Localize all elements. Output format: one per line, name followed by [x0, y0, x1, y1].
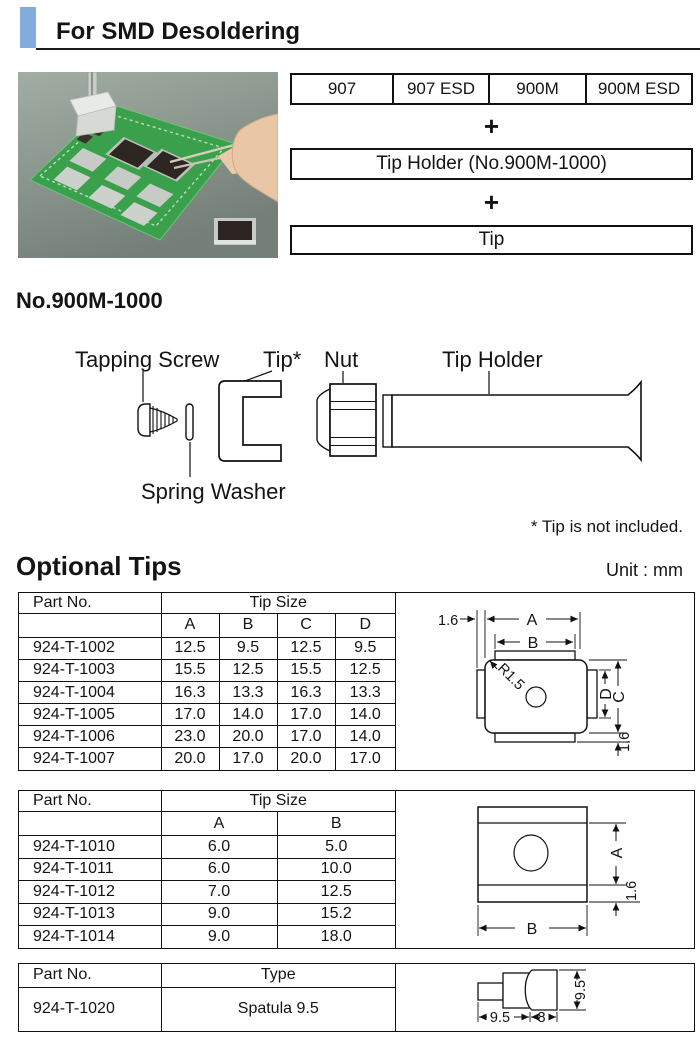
size-d: 14.0 — [335, 726, 395, 748]
table-row — [19, 881, 395, 903]
size-a: 20.0 — [161, 748, 219, 770]
size-b: 9.5 — [219, 637, 277, 659]
tip-table-3 — [19, 964, 396, 1031]
part-no: 924-T-1020 — [19, 987, 161, 1031]
empty-cell — [19, 613, 161, 637]
size-c: 17.0 — [277, 704, 335, 726]
size-b: 5.0 — [277, 836, 395, 858]
col-part-no: Part No. — [19, 593, 161, 613]
dim-16-top-label: 1.6 — [438, 613, 459, 629]
tip-type: Spatula 9.5 — [161, 987, 395, 1031]
size-d: 9.5 — [335, 637, 395, 659]
part-no: 924-T-1002 — [19, 637, 161, 659]
part-no: 924-T-1012 — [19, 881, 161, 903]
col-part-no: Part No. — [19, 791, 161, 811]
plus-sign: + — [483, 187, 500, 217]
tip-holder-drawing — [383, 382, 641, 460]
model-900m: 900M — [488, 75, 585, 103]
size-d: 14.0 — [335, 704, 395, 726]
accent-bar — [20, 7, 36, 48]
size-c: 17.0 — [277, 726, 335, 748]
size-b: 13.3 — [219, 681, 277, 703]
dim-c-label: C — [611, 691, 628, 703]
dim-16-bottom-label: 1.6 — [617, 731, 633, 752]
holder-parts-diagram — [0, 340, 700, 512]
holder-heading: No.900M-1000 — [16, 288, 163, 313]
size-b: 18.0 — [277, 926, 395, 948]
size-b: 14.0 — [219, 704, 277, 726]
table-row — [19, 987, 395, 1031]
part-no: 924-T-1014 — [19, 926, 161, 948]
size-a: 23.0 — [161, 726, 219, 748]
size-a: 15.5 — [161, 659, 219, 681]
size-b: 10.0 — [277, 858, 395, 880]
page-title: For SMD Desoldering — [56, 18, 301, 45]
size-c: 12.5 — [277, 637, 335, 659]
dim-b-label: B — [527, 635, 539, 652]
dim-8-label: 8 — [537, 1010, 546, 1026]
size-a: 6.0 — [161, 836, 277, 858]
tapping-screw-drawing — [138, 404, 177, 436]
radius-label: R1.5 — [494, 660, 528, 694]
dim-95-h-label: 9.5 — [489, 1010, 511, 1026]
size-a: 7.0 — [161, 881, 277, 903]
part-no: 924-T-1005 — [19, 704, 161, 726]
table-row — [19, 659, 395, 681]
size-d: 12.5 — [335, 659, 395, 681]
size-d: 13.3 — [335, 681, 395, 703]
dim-16-label: 1.6 — [624, 880, 640, 901]
model-900m-esd: 900M ESD — [585, 75, 691, 103]
col-d: D — [335, 613, 395, 637]
col-part-no: Part No. — [19, 964, 161, 987]
size-c: 20.0 — [277, 748, 335, 770]
tip-table-1-block — [18, 592, 695, 771]
unit-label: Unit : mm — [605, 560, 683, 580]
size-c: 16.3 — [277, 681, 335, 703]
tip-box: Tip — [290, 225, 693, 255]
size-a: 16.3 — [161, 681, 219, 703]
col-tip-size: Tip Size — [161, 593, 395, 613]
dim-95-v-label: 9.5 — [573, 979, 589, 1001]
tip-not-included-note: * Tip is not included. — [530, 517, 683, 536]
table-row — [19, 748, 395, 770]
tip-diagram-3 — [396, 964, 694, 1031]
size-b: 12.5 — [219, 659, 277, 681]
col-b: B — [219, 613, 277, 637]
table-row — [19, 726, 395, 748]
product-photo — [18, 72, 278, 258]
size-a: 6.0 — [161, 858, 277, 880]
part-no: 924-T-1007 — [19, 748, 161, 770]
model-907: 907 — [327, 79, 357, 98]
nut-drawing — [317, 384, 376, 456]
col-type: Type — [161, 964, 395, 987]
dim-d-label: D — [598, 688, 615, 700]
size-a: 12.5 — [161, 637, 219, 659]
title-rule — [36, 48, 700, 50]
part-no: 924-T-1004 — [19, 681, 161, 703]
tip-holder-box: Tip Holder (No.900M-1000) — [290, 148, 693, 180]
part-no: 924-T-1006 — [19, 726, 161, 748]
tip-table-2-block — [18, 790, 695, 949]
table-row — [19, 704, 395, 726]
tip-diagram-1 — [396, 593, 694, 770]
size-a: 9.0 — [161, 926, 277, 948]
col-c: C — [277, 613, 335, 637]
product-photo-illustration — [18, 72, 278, 258]
empty-cell — [19, 811, 161, 835]
table-row — [19, 926, 395, 948]
tapping-screw-label: Tapping Screw — [75, 347, 220, 372]
dim-a-label: A — [609, 847, 626, 859]
col-tip-size: Tip Size — [161, 791, 395, 811]
tip-table-2 — [19, 791, 396, 948]
tip-front-view-drawing — [478, 807, 587, 902]
size-b: 12.5 — [277, 881, 395, 903]
tip-table-3-block — [18, 963, 695, 1032]
model-907-esd: 907 ESD — [392, 75, 488, 103]
dim-b-label: B — [526, 921, 538, 938]
tip-table-1 — [19, 593, 396, 770]
tip-label: Tip* — [263, 347, 302, 372]
size-d: 17.0 — [335, 748, 395, 770]
table-row — [19, 903, 395, 925]
tip-top-view-drawing — [477, 651, 597, 742]
col-a: A — [161, 613, 219, 637]
spring-washer-label: Spring Washer — [141, 479, 286, 504]
dim-a-label: A — [526, 612, 538, 629]
spring-washer-drawing — [186, 404, 193, 440]
size-b: 17.0 — [219, 748, 277, 770]
combination-chart — [290, 73, 693, 257]
table-row — [19, 681, 395, 703]
tip-holder-label: Tip Holder — [442, 347, 543, 372]
nut-label: Nut — [324, 347, 359, 372]
size-c: 15.5 — [277, 659, 335, 681]
part-no: 924-T-1010 — [19, 836, 161, 858]
model-row — [290, 73, 693, 105]
size-a: 17.0 — [161, 704, 219, 726]
size-b: 20.0 — [219, 726, 277, 748]
tip-diagram-2-cell — [396, 791, 694, 948]
size-b: 15.2 — [277, 903, 395, 925]
tip-diagram-2 — [396, 791, 694, 948]
optional-tips-heading: Optional Tips — [16, 551, 182, 581]
part-no: 924-T-1003 — [19, 659, 161, 681]
size-a: 9.0 — [161, 903, 277, 925]
table-row — [19, 858, 395, 880]
tip-diagram-3-cell — [396, 964, 694, 1031]
table-row — [19, 836, 395, 858]
tip-drawing — [219, 381, 281, 461]
col-b: B — [277, 811, 395, 835]
plus-sign: + — [483, 111, 500, 141]
part-no: 924-T-1011 — [19, 858, 161, 880]
col-a: A — [161, 811, 277, 835]
part-no: 924-T-1013 — [19, 903, 161, 925]
table-row — [19, 637, 395, 659]
tip-diagram-1-cell — [396, 593, 694, 770]
spatula-tip-drawing — [478, 970, 557, 1010]
